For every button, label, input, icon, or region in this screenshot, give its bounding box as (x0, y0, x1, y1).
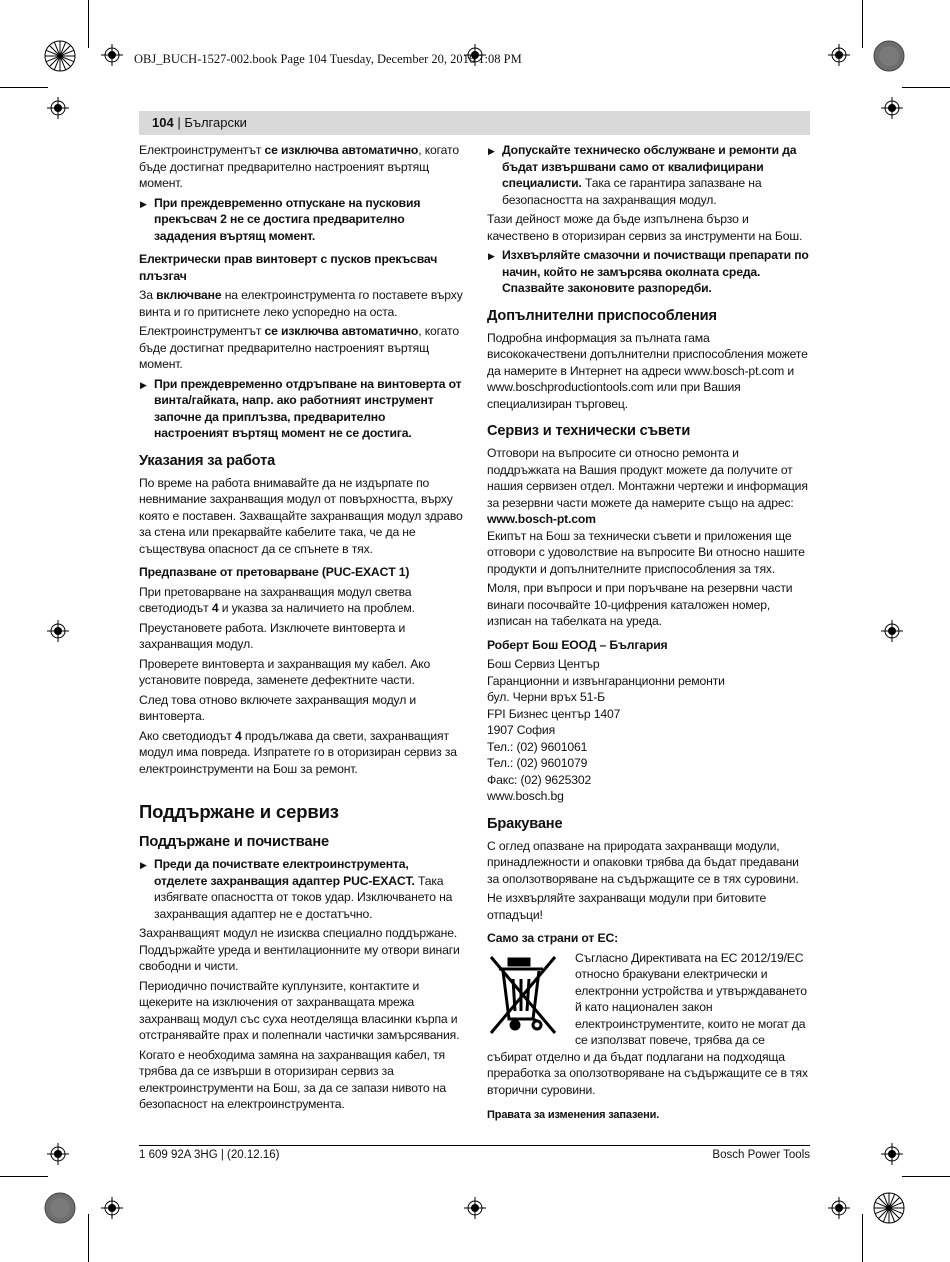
section-heading: Допълнителни приспособления (487, 307, 717, 324)
service-url[interactable]: www.bosch-pt.com (487, 512, 596, 526)
file-header: OBJ_BUCH-1527-002.book Page 104 Tuesday, December 20, 2016 1:08 PM (134, 52, 522, 66)
bullet-item (487, 142, 811, 208)
paragraph: По време на работа внимавайте да не издърпате по невнимание захранващия модул от повърхността, върху която е поставен. Захващайте захранващия модул здраво за стена или прекарвайте кабелите така, че да не съществува опасност да се спънете в тях. (139, 475, 463, 556)
paragraph: Съгласно Директивата на ЕС 2012/19/ЕС относно бракувани електрически и електронни устройства и утвърждаването й като национален закон електроинструментите, които не могат да се използват повече, трябва да се събират отделно и да бъдат подлагани на подходяща преработка за оползотворяване на съдържащите се в тях вторични суровини. (487, 950, 808, 1097)
phone-line: Тел.: (02) 9601079 (487, 756, 588, 770)
crop-mark (0, 1176, 48, 1177)
paragraph: Отговори на въпросите си относно ремонта и поддръжката на Вашия продукт можете да получите от нашия сервизен отдел. Монтажни чертежи и информация за резервни части можете да намерите също на адрес: (487, 446, 808, 510)
registration-mark-icon (881, 620, 903, 642)
bold-text: 4 (234, 728, 242, 743)
bullet-item (139, 856, 463, 922)
crop-mark (902, 87, 950, 88)
address-line: FPI Бизнес център 1407 (487, 706, 621, 721)
paragraph (139, 287, 463, 320)
address-block (487, 656, 811, 805)
registration-mark-icon (47, 620, 69, 642)
address-line: Бош Сервиз Център (487, 657, 600, 671)
address-line: 1907 София (487, 723, 556, 737)
company-name: Роберт Бош ЕООД – България (487, 637, 668, 652)
left-column (139, 142, 463, 1116)
paragraph: Когато е необходима замяна на захранващия кабел, тя трябва да се извърши в оторизиран сервиз за електроинструменти на Бош, за да се запази нивото на безопасност на електроинструмента. (139, 1047, 446, 1111)
text: , когато бъде достигнат предварително настроеният въртящ момент. (139, 324, 459, 371)
paragraph: Захранващият модул не изисква специално поддържане. Поддържайте уреда и вентилационните му отвори винаги свободни и чисти. (139, 926, 460, 973)
section-heading: Поддържане и почистване (139, 834, 330, 850)
paragraph: Моля, при въпроси и при поръчване на резервни части винаги посочвайте 10-цифрения каталожен номер, изписан на табелката на уреда. (487, 581, 793, 628)
paragraph (139, 142, 463, 192)
paragraph: Подробна информация за пълната гама висококачествени допълнителни приспособления можете да намерите в Интернет на адреси www.bosch-pt.com и www.boschproductiontools.com или при Вашия специализиран търговец. (487, 330, 808, 411)
page-number: 104 (152, 115, 174, 130)
paragraph: Проверете винтоверта и захранващия му кабел. Ако установите повреда, заменете дефектните части. (139, 656, 431, 687)
paragraph: С оглед опазване на природата захранващи модули, принадлежности и опаковки трябва да бъдат предавани за оползотворяване на съдържащите се в тях суровини. (487, 838, 799, 886)
paragraph (139, 323, 463, 373)
bold-text: включване (156, 288, 222, 302)
paragraph: След това отново включете захранващия модул и винтоверта. (139, 692, 417, 723)
starburst-mark-icon (44, 40, 76, 72)
website-line[interactable]: www.bosch.bg (487, 789, 564, 803)
registration-mark-icon (464, 1197, 486, 1219)
bullet-text: Изхвърляйте смазочни и почистващи препарати по начин, който не замърсява околната среда. Спазвайте законовите разпоредби. (502, 248, 809, 295)
bold-text: се изключва автоматично (264, 324, 419, 338)
registration-mark-icon (881, 1143, 903, 1165)
grey-circle-mark-icon (44, 1192, 76, 1224)
paragraph (139, 728, 463, 778)
text: и указва за наличието на проблем. (218, 601, 415, 615)
text: Така избягвате опасността от токов удар. Изключването на захранващия адаптер не е достатъчно. (154, 873, 453, 921)
registration-mark-icon (828, 1197, 850, 1219)
registration-mark-icon (47, 97, 69, 119)
crop-mark (862, 0, 863, 48)
subheading: Предпазване от претоварване (PUC-EXACT 1) (139, 565, 410, 579)
text: Ако светодиодът (139, 728, 235, 743)
registration-mark-icon (47, 1143, 69, 1165)
footer-doc-number: 1 609 92A 3HG | (20.12.16) (139, 1149, 280, 1161)
text: При претоварване на захранващия модул светва светодиодът (139, 584, 412, 615)
paragraph (139, 584, 463, 617)
weee-notice (487, 950, 811, 1102)
bullet-text: При преждевременно отпускане на пусковия прекъсвач 2 не се достига предварително зададения въртящ момент. (154, 195, 421, 243)
phone-line: Тел.: (02) 9601061 (487, 739, 588, 754)
bullet-text: Преди да почиствате електроинструмента, отделете захранващия адаптер PUC-EXACT. (154, 857, 415, 888)
footer-rule (139, 1145, 810, 1146)
registration-mark-icon (828, 44, 850, 66)
starburst-mark-icon (873, 1192, 905, 1224)
fax-line: Факс: (02) 9625302 (487, 772, 592, 787)
registration-mark-icon (101, 1197, 123, 1219)
footer-brand: Bosch Power Tools (712, 1149, 810, 1161)
registration-mark-icon (101, 44, 123, 66)
crop-mark (0, 87, 48, 88)
page-header (139, 111, 810, 135)
paragraph: Не изхвърляйте захранващи модули при битовите отпадъци! (487, 891, 767, 922)
text: продължава да свети, захранващият модул има повреда. Изпратете го в оторизиран сервиз за електроинструменти на Бош за ремонт. (139, 728, 457, 776)
address-line: Гаранционни и извънгаранционни ремонти (487, 673, 725, 688)
subheading: Само за страни от ЕС: (487, 931, 619, 945)
text: на електроинструмента го поставете върху винта и го притиснете леко успоредно на оста. (139, 288, 463, 319)
bold-text: се изключва автоматично (264, 143, 419, 157)
crop-mark (902, 1176, 950, 1177)
registration-mark-icon (881, 97, 903, 119)
text: Електроинструментът (139, 143, 265, 157)
text: Така се гарантира запазване на безопасността на захранващия модул. (502, 176, 762, 207)
bold-text: 4 (211, 601, 219, 615)
text: За (139, 288, 157, 302)
bullet-item (139, 376, 463, 442)
bullet-text: Допускайте техническо обслужване и ремонти да бъдат извършвани само от квалифицирани специалисти. (502, 143, 797, 190)
crop-mark (88, 1214, 89, 1262)
section-heading: Сервиз и технически съвети (487, 423, 691, 439)
paragraph: Тази дейност може да бъде изпълнена бързо и качествено в оторизиран сервиз за инструменти на Бош. (487, 212, 803, 243)
separator: | (173, 115, 185, 130)
right-column (487, 142, 811, 1127)
crop-mark (88, 0, 89, 48)
text: , когато бъде достигнат предварително настроеният въртящ момент. (139, 143, 459, 190)
subheading: Електрически прав винтоверт с пусков прекъсвач плъзгач (139, 252, 438, 283)
section-heading: Указания за работа (139, 452, 276, 469)
page-language: Български (184, 115, 247, 130)
weee-bin-icon (487, 953, 567, 1037)
rights-reserved: Правата за изменения запазени. (487, 1109, 660, 1121)
address-line: бул. Черни връх 51-Б (487, 690, 605, 704)
grey-circle-mark-icon (873, 40, 905, 72)
text: Електроинструментът (139, 324, 265, 338)
bullet-text: При преждевременно отдръпване на винтоверта от винта/гайката, напр. ако работният инструмент започне да приплъзва, предварително настроеният въртящ момент не се достига. (154, 376, 462, 440)
bullet-item (139, 195, 463, 245)
section-heading: Бракуване (487, 815, 563, 832)
crop-mark (862, 1214, 863, 1262)
paragraph: Периодично почиствайте куплунзите, контактите и щекерите на изключения от захранващата мрежа захранващ модул със суха неотделяща власинки кърпа и отстранявайте прах и полепнали частички замърсявания. (139, 978, 460, 1042)
chapter-heading: Поддържане и сервиз (139, 801, 339, 822)
bullet-item (487, 247, 811, 297)
paragraph: Преустановете работа. Изключете винтоверта и захранващия модул. (139, 620, 406, 651)
paragraph: Екипът на Бош за технически съвети и приложения ще отговори с удоволствие на въпросите Ви относно нашите продукти и допълнителните приспособления за тях. (487, 528, 805, 576)
